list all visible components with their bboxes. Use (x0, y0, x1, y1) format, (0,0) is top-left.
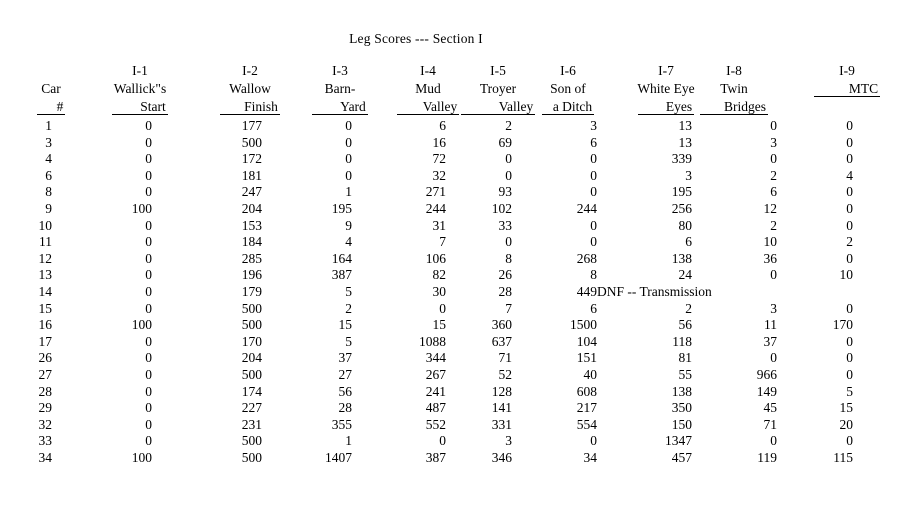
score-cell: 0 (145, 350, 152, 366)
score-cell: 69 (498, 134, 512, 150)
score-cell: 285 (241, 250, 262, 266)
score-cell: 11 (764, 317, 777, 333)
column-label: Son of (550, 81, 586, 96)
score-cell: 3 (770, 300, 777, 316)
score-cell: 100 (131, 317, 152, 333)
column-sublabel-underlined: # (37, 99, 66, 115)
car-number-cell: 8 (45, 184, 52, 200)
score-cell: 0 (590, 151, 597, 167)
score-cell: 0 (145, 151, 152, 167)
score-cell: 16 (432, 134, 446, 150)
column-id: I-8 (726, 63, 742, 78)
score-cell: 0 (770, 433, 777, 449)
score-cell: 0 (439, 300, 446, 316)
score-cell: 0 (145, 300, 152, 316)
table-row (12, 317, 853, 334)
column-label: Twin (720, 81, 748, 96)
column-sublabel-underlined: a Ditch (542, 99, 594, 115)
column-label-underlined: MTC (814, 81, 880, 97)
column-sublabel-underlined: Valley (397, 99, 460, 115)
score-cell: 500 (241, 449, 262, 465)
score-cell: 6 (439, 118, 446, 133)
score-cell: 93 (498, 184, 512, 200)
score-cell: 331 (491, 416, 512, 432)
score-cell: 72 (432, 151, 446, 167)
score-cell: 0 (590, 167, 597, 183)
score-cell: 2 (505, 118, 512, 133)
car-number-cell: 14 (38, 283, 52, 299)
score-cell: 231 (241, 416, 262, 432)
car-number-cell: 32 (38, 416, 52, 432)
score-cell: 181 (241, 167, 262, 183)
score-cell: 170 (241, 333, 262, 349)
score-cell: 33 (498, 217, 512, 233)
score-cell: 0 (846, 300, 853, 316)
score-cell: 0 (846, 118, 853, 133)
score-cell: 179 (241, 283, 262, 299)
score-cell: 40 (583, 366, 597, 382)
score-cell: 15 (839, 400, 853, 416)
score-cell: 0 (590, 217, 597, 233)
car-number-cell: 11 (39, 234, 52, 250)
column-sublabel-underlined: Yard (312, 99, 368, 115)
table-row (12, 118, 853, 135)
score-cell: 0 (846, 217, 853, 233)
car-number-cell: 12 (38, 250, 52, 266)
score-cell: 20 (839, 416, 853, 432)
score-cell: 0 (145, 333, 152, 349)
table-row (12, 201, 853, 218)
column-sublabel-underlined: Start (112, 99, 168, 115)
score-cell: 0 (590, 433, 597, 449)
column-label: Barn- (324, 81, 356, 96)
score-cell: 52 (498, 366, 512, 382)
score-cell: 9 (345, 217, 352, 233)
score-cell: 6 (685, 234, 692, 250)
score-cell: 0 (846, 350, 853, 366)
car-number-cell: 16 (38, 317, 52, 333)
score-cell: 119 (757, 449, 777, 465)
score-cell: 3 (685, 167, 692, 183)
column-sublabel-blank (777, 98, 900, 116)
score-cell: 8 (590, 267, 597, 283)
car-number-cell: 34 (38, 449, 52, 465)
table-row (12, 168, 853, 185)
column-sublabel-underlined: Finish (220, 99, 280, 115)
score-cell: 1500 (570, 317, 597, 333)
score-cell: 500 (241, 317, 262, 333)
score-cell: 608 (576, 383, 597, 399)
score-cell: 26 (498, 267, 512, 283)
score-cell: 0 (590, 184, 597, 200)
score-cell: 0 (145, 383, 152, 399)
score-cell: 637 (491, 333, 512, 349)
score-cell: 0 (145, 267, 152, 283)
score-cell: 2 (685, 300, 692, 316)
score-cell: 6 (590, 134, 597, 150)
column-id: I-3 (332, 63, 348, 78)
score-cell: 0 (345, 134, 352, 150)
table-row (12, 367, 853, 384)
table-row (12, 417, 853, 434)
score-cell: 487 (425, 400, 446, 416)
car-number-cell: 1 (45, 118, 52, 133)
table-row (12, 251, 853, 268)
score-cell: 30 (432, 283, 446, 299)
score-cell: 7 (505, 300, 512, 316)
score-cell: 55 (678, 366, 692, 382)
score-cell: 346 (491, 449, 512, 465)
car-number-cell: 6 (45, 167, 52, 183)
score-cell: 80 (678, 217, 692, 233)
score-cell: 6 (590, 300, 597, 316)
score-table (12, 118, 853, 466)
table-row (12, 350, 853, 367)
score-cell: 177 (241, 118, 262, 133)
score-cell: 500 (241, 433, 262, 449)
score-cell: 267 (425, 366, 446, 382)
score-cell: 195 (331, 200, 352, 216)
score-cell: 360 (491, 317, 512, 333)
table-row (12, 334, 853, 351)
table-row (12, 301, 853, 318)
score-cell: 227 (241, 400, 262, 416)
score-cell: 37 (338, 350, 352, 366)
score-cell: 82 (432, 267, 446, 283)
car-number-cell: 17 (38, 333, 52, 349)
score-cell: 151 (576, 350, 597, 366)
score-cell: 0 (145, 134, 152, 150)
car-number-cell: 26 (38, 350, 52, 366)
score-cell: 149 (756, 383, 777, 399)
score-cell: 244 (576, 200, 597, 216)
score-cell: 2 (345, 300, 352, 316)
score-cell: 0 (145, 217, 152, 233)
column-sublabel-underlined: Eyes (638, 99, 694, 115)
score-table-body (12, 118, 853, 466)
score-cell: 7 (439, 234, 446, 250)
score-cell: 37 (763, 333, 777, 349)
score-cell: 10 (839, 267, 853, 283)
score-cell: 344 (425, 350, 446, 366)
score-cell: 100 (131, 200, 152, 216)
score-cell: 0 (846, 151, 853, 167)
score-cell: 241 (425, 383, 446, 399)
score-cell: 141 (491, 400, 512, 416)
score-cell: 36 (763, 250, 777, 266)
score-cell: 244 (425, 200, 446, 216)
score-cell: 138 (671, 383, 692, 399)
score-cell: 12 (763, 200, 777, 216)
score-cell: 1 (345, 184, 352, 200)
score-cell: 0 (145, 433, 152, 449)
score-cell: 449 (576, 283, 597, 299)
score-cell: 217 (576, 400, 597, 416)
score-cell: 2 (770, 217, 777, 233)
score-cell: 0 (846, 333, 853, 349)
score-cell: 271 (425, 184, 446, 200)
score-cell: 0 (770, 350, 777, 366)
score-cell: 1347 (665, 433, 692, 449)
score-cell: 0 (770, 267, 777, 283)
score-cell: 138 (671, 250, 692, 266)
car-number-cell: 10 (38, 217, 52, 233)
score-cell: 24 (678, 267, 692, 283)
table-row (12, 234, 853, 251)
score-cell: 500 (241, 300, 262, 316)
table-row (12, 433, 853, 450)
score-cell: 355 (331, 416, 352, 432)
score-cell: 13 (678, 118, 692, 133)
column-label: Mud (415, 81, 441, 96)
score-cell: 56 (678, 317, 692, 333)
score-cell: 966 (756, 366, 777, 382)
score-cell: 106 (425, 250, 446, 266)
score-cell: 0 (439, 433, 446, 449)
score-cell: 387 (331, 267, 352, 283)
column-label: White Eye (637, 81, 695, 96)
score-cell: 350 (671, 400, 692, 416)
score-cell: 552 (425, 416, 446, 432)
column-header-i9 (777, 62, 900, 116)
score-cell: 0 (590, 234, 597, 250)
dnf-note-cell: DNF -- Transmission (597, 283, 712, 299)
score-cell: 15 (432, 317, 446, 333)
score-cell: 128 (491, 383, 512, 399)
score-cell: 0 (145, 167, 152, 183)
table-row (12, 267, 853, 284)
score-cell: 0 (505, 167, 512, 183)
score-cell: 256 (671, 200, 692, 216)
score-cell: 8 (505, 250, 512, 266)
score-cell: 0 (846, 433, 853, 449)
column-id: I-9 (839, 63, 855, 78)
score-cell: 184 (241, 234, 262, 250)
score-cell: 0 (345, 118, 352, 133)
table-row (12, 218, 853, 235)
table-row (12, 151, 853, 168)
score-cell: 1088 (419, 333, 446, 349)
score-cell: 0 (846, 250, 853, 266)
score-cell: 0 (145, 184, 152, 200)
score-cell: 204 (241, 200, 262, 216)
car-number-cell: 9 (45, 200, 52, 216)
score-cell: 0 (846, 366, 853, 382)
score-cell: 0 (846, 134, 853, 150)
score-cell: 56 (338, 383, 352, 399)
score-cell: 0 (145, 283, 152, 299)
score-cell: 71 (763, 416, 777, 432)
score-cell: 0 (345, 151, 352, 167)
score-cell: 174 (241, 383, 262, 399)
score-cell: 172 (241, 151, 262, 167)
score-cell: 104 (576, 333, 597, 349)
score-cell: 115 (833, 449, 853, 465)
score-cell: 150 (671, 416, 692, 432)
score-cell: 3 (770, 134, 777, 150)
score-cell: 6 (770, 184, 777, 200)
score-cell: 0 (505, 234, 512, 250)
table-row (12, 284, 853, 301)
score-cell: 500 (241, 134, 262, 150)
score-cell: 0 (145, 118, 152, 133)
score-cell: 45 (763, 400, 777, 416)
score-cell: 81 (678, 350, 692, 366)
table-row (12, 184, 853, 201)
score-cell: 0 (770, 151, 777, 167)
score-cell: 5 (846, 383, 853, 399)
car-number-cell: 29 (38, 400, 52, 416)
score-cell: 0 (345, 167, 352, 183)
score-cell: 3 (505, 433, 512, 449)
car-number-cell: 4 (45, 151, 52, 167)
column-label: Wallick"s (113, 81, 167, 96)
score-cell: 0 (145, 250, 152, 266)
score-cell: 170 (832, 317, 853, 333)
column-id: I-4 (420, 63, 436, 78)
car-number-cell: 3 (45, 134, 52, 150)
score-cell: 0 (145, 366, 152, 382)
score-cell: 0 (846, 200, 853, 216)
score-cell: 0 (145, 234, 152, 250)
score-cell: 164 (331, 250, 352, 266)
score-cell: 4 (345, 234, 352, 250)
table-row (12, 135, 853, 152)
score-cell: 13 (678, 134, 692, 150)
score-cell: 28 (338, 400, 352, 416)
score-cell: 1 (345, 433, 352, 449)
score-cell: 118 (672, 333, 692, 349)
score-cell: 153 (241, 217, 262, 233)
column-id: I-7 (658, 63, 674, 78)
column-id: I-1 (132, 63, 148, 78)
column-label: Car (41, 81, 61, 96)
car-number-cell: 27 (38, 366, 52, 382)
score-cell: 31 (432, 217, 446, 233)
table-row (12, 400, 853, 417)
column-id: I-5 (490, 63, 506, 78)
score-cell: 5 (345, 333, 352, 349)
score-cell: 0 (770, 118, 777, 133)
score-cell: 2 (846, 234, 853, 250)
column-id: I-6 (560, 63, 576, 78)
score-cell: 102 (491, 200, 512, 216)
score-cell: 34 (583, 449, 597, 465)
score-cell: 28 (498, 283, 512, 299)
score-cell: 71 (498, 350, 512, 366)
score-cell: 32 (432, 167, 446, 183)
score-cell: 554 (576, 416, 597, 432)
page-title: Leg Scores --- Section I (349, 31, 483, 46)
score-cell: 339 (671, 151, 692, 167)
column-label: Wallow (229, 81, 271, 96)
car-number-cell: 13 (38, 267, 52, 283)
column-sublabel-underlined: Bridges (700, 99, 768, 115)
column-id: I-2 (242, 63, 258, 78)
score-cell: 204 (241, 350, 262, 366)
score-cell: 27 (338, 366, 352, 382)
score-cell: 0 (846, 184, 853, 200)
score-cell: 100 (131, 449, 152, 465)
score-cell: 195 (671, 184, 692, 200)
score-cell: 1407 (325, 449, 352, 465)
car-number-cell: 33 (38, 433, 52, 449)
score-cell: 196 (241, 267, 262, 283)
score-cell: 0 (145, 416, 152, 432)
score-cell: 3 (590, 118, 597, 133)
score-cell: 2 (770, 167, 777, 183)
car-number-cell: 28 (38, 383, 52, 399)
score-cell: 268 (576, 250, 597, 266)
score-cell: 4 (846, 167, 853, 183)
score-cell: 457 (671, 449, 692, 465)
column-label: Troyer (479, 81, 517, 96)
car-number-cell: 15 (38, 300, 52, 316)
score-cell: 387 (425, 449, 446, 465)
table-row (12, 450, 853, 467)
score-cell: 5 (345, 283, 352, 299)
score-cell: 10 (763, 234, 777, 250)
score-cell: 247 (241, 184, 262, 200)
column-sublabel-underlined: Valley (461, 99, 536, 115)
score-cell: 0 (505, 151, 512, 167)
score-cell: 15 (338, 317, 352, 333)
score-cell: 500 (241, 366, 262, 382)
table-row (12, 384, 853, 401)
score-cell: 0 (145, 400, 152, 416)
